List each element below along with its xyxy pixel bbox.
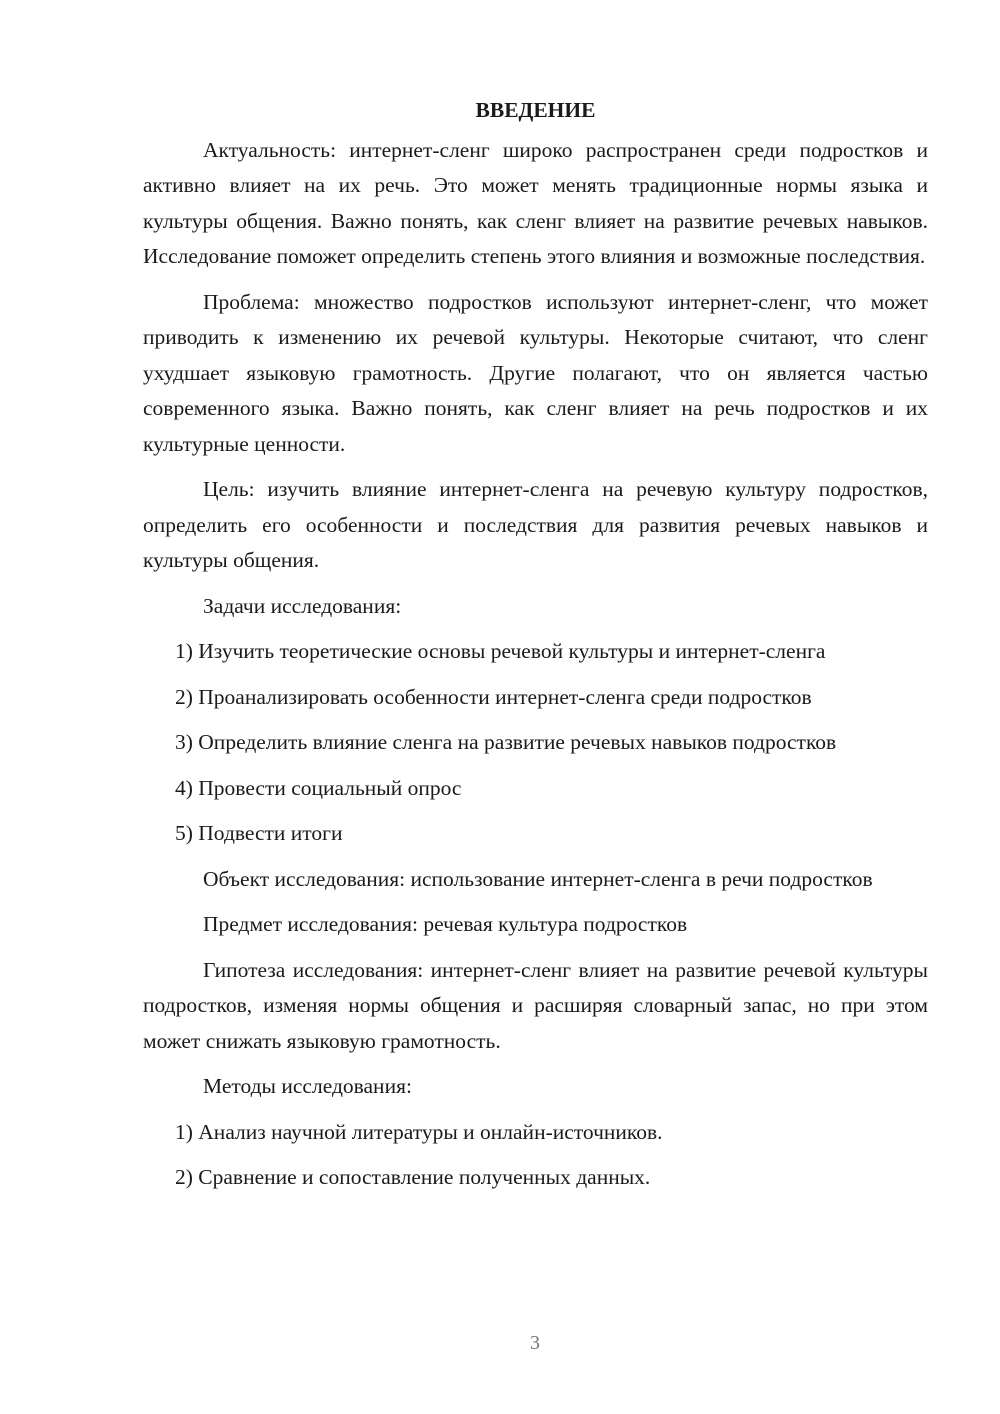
page-number: 3 [530,1332,540,1354]
task-item-3: 3) Определить влияние сленга на развитие речевых навыков подростков [175,730,837,754]
section-heading: ВВЕДЕНИЕ [475,98,596,122]
problem-paragraph: Проблема: множество подростков используют интернет-сленг, что может приводить к изменению их речевой культуры. Некоторые считают, что сленг ухудшает языковую грамотность. Другие полагают, что он является частью современного языка. Важно понять, как сленг влияет на речь подростков и их культурные ценности. [143,289,928,456]
object-paragraph: Объект исследования: использование интернет-сленга в речи подростков [203,866,873,891]
relevance-paragraph: Актуальность: интернет-сленг широко распространен среди подростков и активно влияет на их речь. Это может менять традиционные нормы языка и культуры общения. Важно понять, как сленг влияет на развитие речевых навыков. Исследование поможет определить степень этого влияния и возможные последствия. [143,137,928,268]
subject-paragraph: Предмет исследования: речевая культура подростков [203,912,688,936]
goal-paragraph: Цель: изучить влияние интернет-сленга на речевую культуру подростков, определить его особенности и последствия для развития речевых навыков и культуры общения. [143,477,928,572]
methods-title: Методы исследования: [203,1074,412,1098]
method-item-1: 1) Анализ научной литературы и онлайн-источников. [175,1119,663,1144]
task-item-2: 2) Проанализировать особенности интернет-сленга среди подростков [175,684,812,709]
method-item-2: 2) Сравнение и сопоставление полученных данных. [175,1165,651,1189]
document-page [143,93,928,1206]
task-item-1: 1) Изучить теоретические основы речевой культуры и интернет-сленга [175,639,826,663]
hypothesis-paragraph: Гипотеза исследования: интернет-сленг влияет на развитие речевой культуры подростков, изменяя нормы общения и расширяя словарный запас, но при этом может снижать языковую грамотность. [143,957,928,1053]
task-item-5: 5) Подвести итоги [175,821,343,845]
tasks-title: Задачи исследования: [203,593,402,618]
task-item-4: 4) Провести социальный опрос [175,775,462,800]
